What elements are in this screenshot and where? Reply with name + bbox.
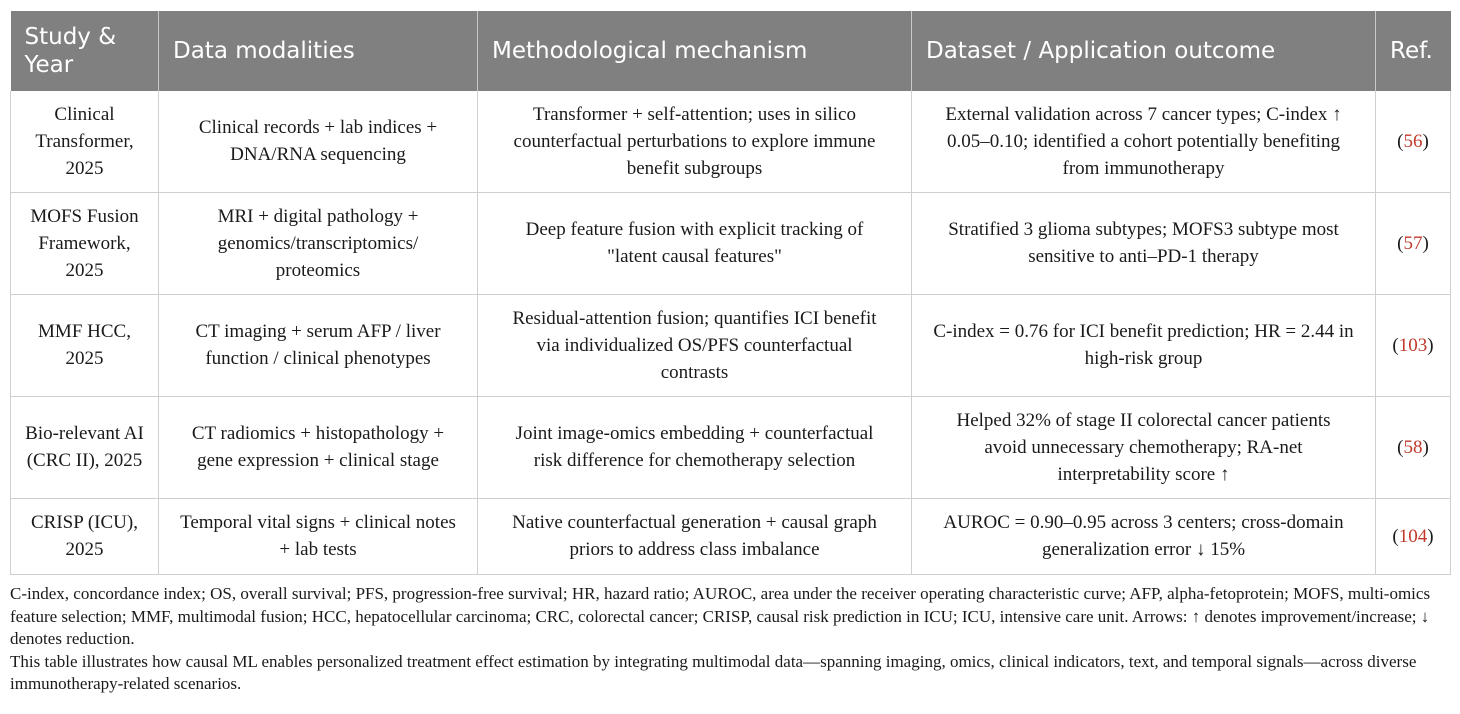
cell-ref: (57) — [1376, 192, 1451, 294]
study-text: Bio-relevant AI (CRC II), 2025 — [25, 423, 144, 471]
mechanism-text: Deep feature fusion with explicit tracking of "latent causal features" — [525, 219, 864, 267]
mechanism-text: Transformer + self-attention; uses in silico counterfactual perturbations to explore immune benefit subgroups — [513, 103, 876, 179]
table-row — [11, 294, 1451, 396]
cell-mechanism — [478, 498, 912, 574]
cell-ref: (58) — [1376, 396, 1451, 498]
cell-mechanism — [478, 192, 912, 294]
ref-link[interactable]: 56 — [1403, 130, 1423, 152]
comparison-table — [10, 11, 1451, 575]
table-footnotes — [10, 583, 1450, 696]
cell-outcome — [912, 192, 1376, 294]
cell-mechanism — [478, 91, 912, 192]
cell-modalities — [159, 498, 478, 574]
outcome-text: AUROC = 0.90–0.95 across 3 centers; cross-domain generalization error ↓ 15% — [943, 512, 1344, 560]
modalities-text: Temporal vital signs + clinical notes + lab tests — [180, 512, 456, 560]
header-dataset-outcome: Dataset / Application outcome — [912, 11, 1376, 91]
cell-mechanism — [478, 396, 912, 498]
ref-link[interactable]: 58 — [1403, 436, 1423, 458]
cell-study — [11, 498, 159, 574]
cell-study — [11, 396, 159, 498]
cell-study — [11, 294, 159, 396]
modalities-text: CT imaging + serum AFP / liver function / clinical phenotypes — [195, 321, 441, 369]
header-methodological-mechanism: Methodological mechanism — [478, 11, 912, 91]
table-row — [11, 192, 1451, 294]
study-text: MOFS Fusion Framework, 2025 — [30, 205, 139, 281]
mechanism-text: Residual-attention fusion; quantifies ICI benefit via individualized OS/PFS counterfactual contrasts — [512, 307, 877, 383]
cell-outcome — [912, 498, 1376, 574]
cell-modalities — [159, 294, 478, 396]
outcome-text: C-index = 0.76 for ICI benefit prediction; HR = 2.44 in high-risk group — [933, 321, 1354, 369]
study-text: CRISP (ICU), 2025 — [31, 512, 138, 560]
cell-mechanism — [478, 294, 912, 396]
header-ref: Ref. — [1376, 11, 1451, 91]
table-row — [11, 91, 1451, 192]
cell-study — [11, 192, 159, 294]
study-text: Clinical Transformer, 2025 — [35, 103, 134, 179]
cell-outcome — [912, 396, 1376, 498]
mechanism-text: Joint image-omics embedding + counterfactual risk difference for chemotherapy selection — [515, 423, 874, 471]
cell-ref: (56) — [1376, 91, 1451, 192]
ref-link[interactable]: 57 — [1403, 232, 1423, 254]
table-row — [11, 498, 1451, 574]
mechanism-text: Native counterfactual generation + causal graph priors to address class imbalance — [512, 512, 877, 560]
table-header-row — [11, 11, 1451, 91]
comparison-table-container — [10, 11, 1450, 575]
cell-modalities — [159, 396, 478, 498]
abbreviations-note: C-index, concordance index; OS, overall survival; PFS, progression-free survival; HR, hazard ratio; AUROC, area under the receiver operating characteristic curve; AFP, alpha-fetoprotein; MOFS, multi-omics feature selection; MMF, multimodal fusion; HCC, hepatocellular carcinoma; CRC, colorectal cancer; CRISP, causal risk prediction in ICU; ICU, intensive care unit. Arrows: ↑ denotes improvement/increase; ↓ denotes reduction. — [10, 584, 1431, 648]
cell-outcome — [912, 91, 1376, 192]
cell-study — [11, 91, 159, 192]
outcome-text: Helped 32% of stage II colorectal cancer patients avoid unnecessary chemotherapy; RA-net interpretability score ↑ — [956, 409, 1331, 485]
modalities-text: MRI + digital pathology + genomics/transcriptomics/ proteomics — [217, 205, 419, 281]
outcome-text: External validation across 7 cancer types; C-index ↑ 0.05–0.10; identified a cohort potentially benefiting from immunotherapy — [945, 103, 1342, 179]
cell-modalities — [159, 192, 478, 294]
modalities-text: Clinical records + lab indices + DNA/RNA sequencing — [198, 117, 438, 166]
cell-ref: (103) — [1376, 294, 1451, 396]
cell-modalities — [159, 91, 478, 192]
table-row — [11, 396, 1451, 498]
outcome-text: Stratified 3 glioma subtypes; MOFS3 subtype most sensitive to anti–PD-1 therapy — [948, 219, 1339, 267]
summary-note: This table illustrates how causal ML enables personalized treatment effect estimation by integrating multimodal data—spanning imaging, omics, clinical indicators, text, and temporal signals—across diverse immunotherapy-related scenarios. — [10, 651, 1417, 693]
ref-link[interactable]: 103 — [1398, 334, 1428, 356]
cell-ref: (104) — [1376, 498, 1451, 574]
header-data-modalities: Data modalities — [159, 11, 478, 91]
cell-outcome — [912, 294, 1376, 396]
study-text: MMF HCC, 2025 — [38, 321, 131, 369]
modalities-text: CT radiomics + histopathology + gene expression + clinical stage — [191, 423, 445, 471]
ref-link[interactable]: 104 — [1398, 525, 1428, 547]
header-study-year: Study & Year — [11, 11, 159, 91]
